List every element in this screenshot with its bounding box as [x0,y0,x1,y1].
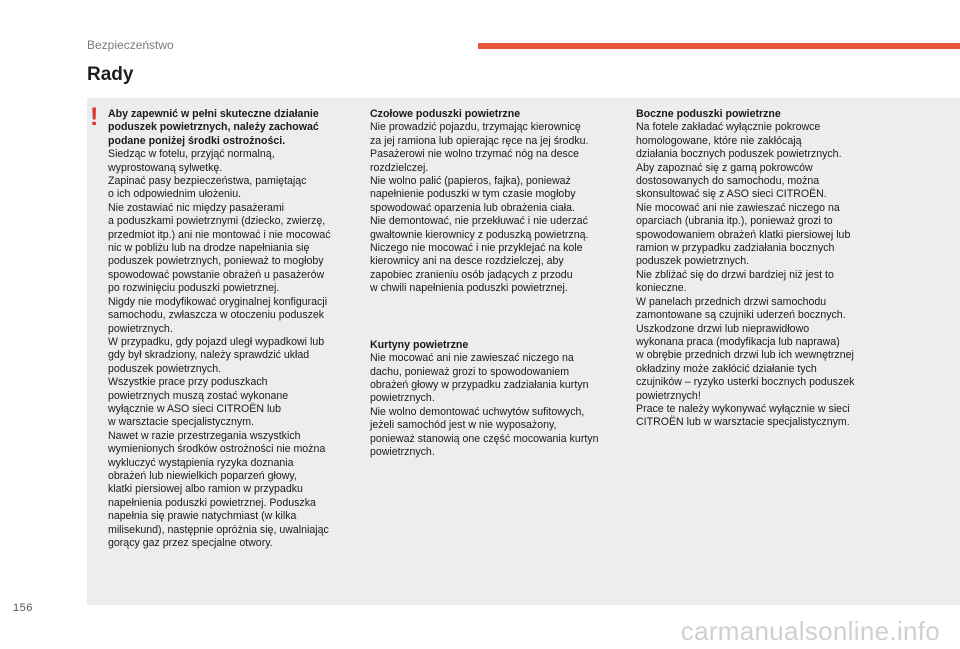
frontal-airbags-heading: Czołowe poduszki powietrzne [370,108,521,120]
tips-panel [87,98,960,605]
page-title: Rady [87,64,134,85]
section-label: Bezpieczeństwo [87,38,174,52]
warning-text: Siedząc w fotelu, przyjąć normalną, wyprostowaną sylwetkę. Zapinać pasy bezpieczeństwa, pamiętając o ich odpowiednim ułożeniu. Nie zostawiać nic między pasażerami a poduszkami powietrznymi (dziecko, zwierzę, przedmiot itp.) ani nie montować i nie mocować nic w pobliżu lub na drodze napełniania się poduszek powietrznych, ponieważ to mogłoby spowodować powstanie obrażeń u pasażerów po rozwinięciu poduszki powietrznej. Nigdy nie modyfikować oryginalnej konfiguracji samochodu, zwłaszcza w otoczeniu poduszek powietrznych. W przypadku, gdy pojazd uległ wypadkowi lub gdy był skradziony, należy sprawdzić układ poduszek powietrznych. Wszystkie prace przy poduszkach powietrznych muszą zostać wykonane wyłącznie w ASO sieci CITROËN lub w warsztacie specjalistycznym. Nawet w razie przestrzegania wszystkich wymienionych środków ostrożności nie można wykluczyć wystąpienia ryzyka doznania obrażeń lub niewielkich poparzeń głowy, klatki piersiowej albo ramion w przypadku napełnienia poduszki powietrznej. Poduszka napełnia się prawie natychmiast (w kilka milisekund), następnie opróżnia się, uwalniając gorący gaz przez specjalne otwory. [108,148,331,549]
frontal-airbags-text: Nie prowadzić pojazdu, trzymając kierownicę za jej ramiona lub opierając ręce na jej środku. Pasażerowi nie wolno trzymać nóg na desce rozdzielczej. Nie wolno palić (papieros, fajka), ponieważ napełnienie poduszki w tym czasie mogłoby spowodować oparzenia lub obrażenia ciała. Nie demontować, nie przekłuwać i nie uderzać gwałtownie kierownicy z poduszką powietrzną. Niczego nie mocować i nie przyklejać na kole kierownicy ani na desce rozdzielczej, aby zapobiec zranieniu osób jadących z przodu w chwili napełnienia poduszki powietrznej. [370,121,589,295]
side-airbags-text: Na fotele zakładać wyłącznie pokrowce homologowane, które nie zakłócają działania bocznych poduszek powietrznych. Aby zapoznać się z gamą pokrowców dostosowanych do samochodu, można skonsultować się z ASO sieci CITROËN. Nie mocować ani nie zawieszać niczego na oparciach (ubrania itp.), ponieważ grozi to spowodowaniem obrażeń klatki piersiowej lub ramion w przypadku zadziałania bocznych poduszek powietrznych. Nie zbliżać się do drzwi bardziej niż jest to konieczne. W panelach przednich drzwi samochodu zamontowane są czujniki uderzeń bocznych. Uszkodzone drzwi lub nieprawidłowo wykonana praca (modyfikacja lub naprawa) w obrębie przednich drzwi lub ich wewnętrznej okładziny może zakłócić działanie tych czujników – ryzyko usterki bocznych poduszek powietrznych! Prace te należy wykonywać wyłącznie w sieci CITROËN lub w warsztacie specjalistycznym. [636,121,855,429]
side-airbags-heading: Boczne poduszki powietrzne [636,108,781,120]
warning-column [108,108,358,550]
side-airbags-column [636,108,886,430]
frontal-curtain-column [370,108,620,459]
curtain-airbags-text: Nie mocować ani nie zawieszać niczego na dachu, ponieważ grozi to spowodowaniem obrażeń głowy w przypadku zadziałania kurtyn powietrznych. Nie wolno demontować uchwytów sufitowych, jeżeli samochód jest w nie wyposażony, ponieważ stanowią one część mocowania kurtyn powietrznych. [370,352,599,458]
exclamation-icon: ! [90,103,99,131]
warning-heading: Aby zapewnić w pełni skuteczne działanie poduszek powietrznych, należy zachować podane poniżej środki ostrożności. [108,108,319,147]
curtain-airbags-heading: Kurtyny powietrzne [370,338,469,351]
page-number: 156 [13,602,33,614]
header-accent-bar [478,43,960,49]
watermark: carmanualsonline.info [680,616,940,646]
curtain-airbags-block [370,339,620,460]
